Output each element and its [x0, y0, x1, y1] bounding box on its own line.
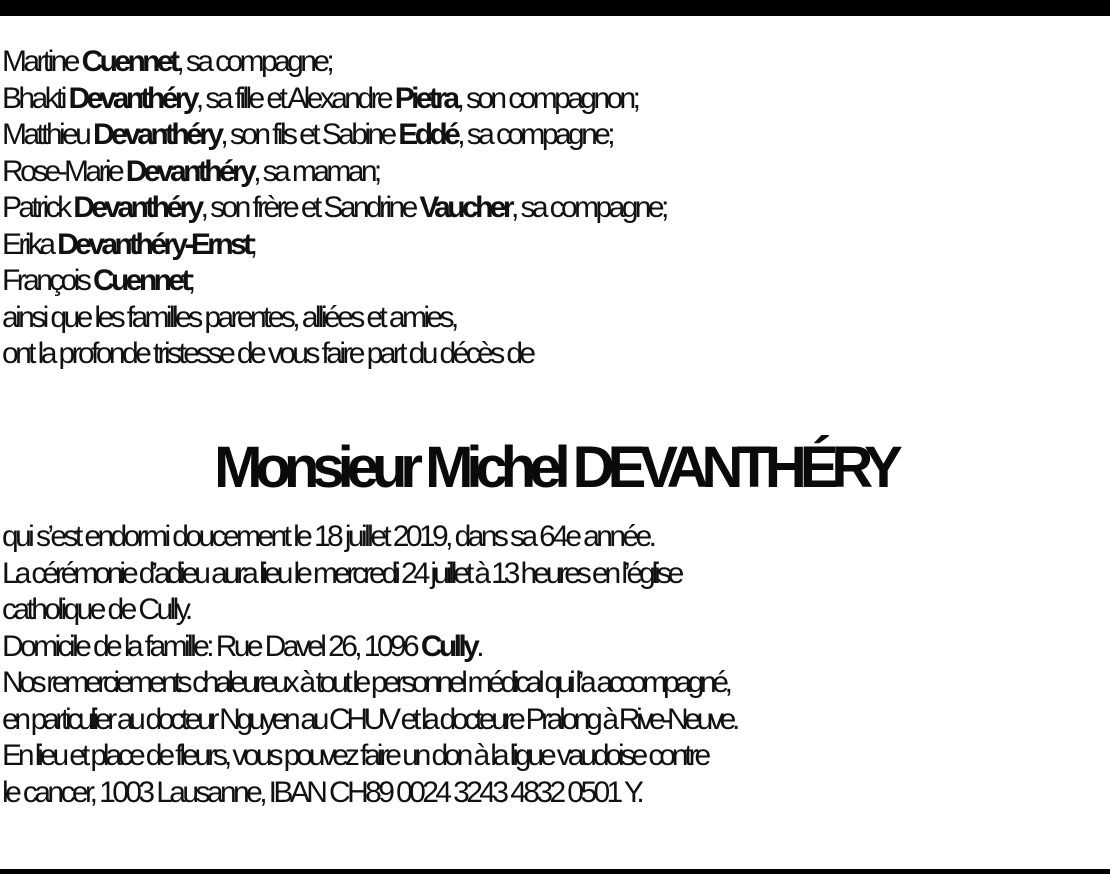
- first-name: Matthieu: [2, 118, 93, 151]
- family-line: [2, 44, 1108, 81]
- text: en particulier au docteur Nguyen au CHUV et la docteure Pralong à Rive-Neuve.: [2, 702, 736, 736]
- family-line: [2, 227, 1108, 264]
- first-name: François: [2, 264, 93, 297]
- detail-line: [2, 775, 1108, 812]
- relation: ;: [187, 264, 193, 297]
- surname: Devanthéry: [125, 154, 254, 188]
- deceased-name: Monsieur Michel DEVANTHÉRY: [214, 435, 896, 500]
- detail-line: [2, 629, 1108, 666]
- text: En lieu et place de fleurs, vous pouvez faire un don à la ligue vaudoise contre: [2, 739, 708, 772]
- family-line: [2, 154, 1108, 191]
- first-name: Martine: [2, 45, 82, 78]
- surname: Eddé: [398, 118, 458, 151]
- family-line: [2, 263, 1108, 300]
- relation: , son compagnon;: [456, 81, 638, 115]
- text: La cérémonie d’adieu aura lieu le mercredi 24 juillet à 13 heures en l’église: [2, 556, 681, 590]
- first-name: Erika: [2, 227, 58, 261]
- surname: Devanthéry: [73, 191, 201, 224]
- text: Nos remerciements chaleureux à tout le personnel médical qui l’a accompagné,: [2, 666, 729, 699]
- relation: , sa fille et Alexandre: [195, 81, 395, 115]
- family-line: [2, 190, 1108, 227]
- relation: , son fils et Sabine: [220, 118, 399, 151]
- relation: , sa maman;: [253, 154, 379, 188]
- first-name: Bhakti: [2, 81, 69, 115]
- text: catholique de Cully.: [2, 593, 190, 626]
- text: Domicile de la famille: Rue Davel 26, 1096: [2, 629, 421, 663]
- relation: , sa compagne;: [457, 118, 612, 151]
- detail-line: [2, 738, 1108, 775]
- surname: Devanthéry: [68, 81, 196, 115]
- relation: , sa compagne;: [510, 191, 666, 224]
- top-rule: [0, 0, 1110, 16]
- family-line: [2, 81, 1108, 118]
- bottom-rule: [0, 869, 1110, 874]
- family-line: [2, 117, 1108, 154]
- text: ainsi que les familles parentes, alliées et amies,: [2, 300, 456, 334]
- relation: , son frère et Sandrine: [200, 191, 420, 224]
- surname: Cuennet: [92, 264, 188, 297]
- surname: Devanthéry: [93, 118, 221, 151]
- detail-line: [2, 592, 1108, 629]
- family-line: [2, 336, 1108, 373]
- text: ont la profonde tristesse de vous faire part du décès de: [2, 337, 533, 370]
- surname: Devanthéry-Ernst: [57, 227, 250, 261]
- detail-line: [2, 665, 1108, 702]
- announcement-details: [2, 519, 1108, 811]
- surname: Vaucher: [419, 191, 511, 224]
- relation: ;: [249, 227, 255, 261]
- text: .: [476, 629, 481, 663]
- detail-line: [2, 519, 1108, 556]
- text: qui s’est endormi doucement le 18 juillet 2019, dans sa 64e année.: [2, 520, 654, 553]
- first-name: Patrick: [2, 191, 74, 224]
- place-name: Cully: [420, 629, 477, 663]
- detail-line: [2, 556, 1108, 593]
- family-list: [2, 44, 1108, 373]
- relation: , sa compagne;: [176, 45, 332, 78]
- first-name: Rose-Marie: [2, 154, 126, 188]
- text: le cancer, 1003 Lausanne, IBAN CH89 0024 3243 4832 0501 Y.: [2, 775, 642, 809]
- family-line: [2, 300, 1108, 337]
- detail-line: [2, 702, 1108, 739]
- surname: Cuennet: [81, 45, 177, 78]
- surname: Pietra: [394, 81, 457, 115]
